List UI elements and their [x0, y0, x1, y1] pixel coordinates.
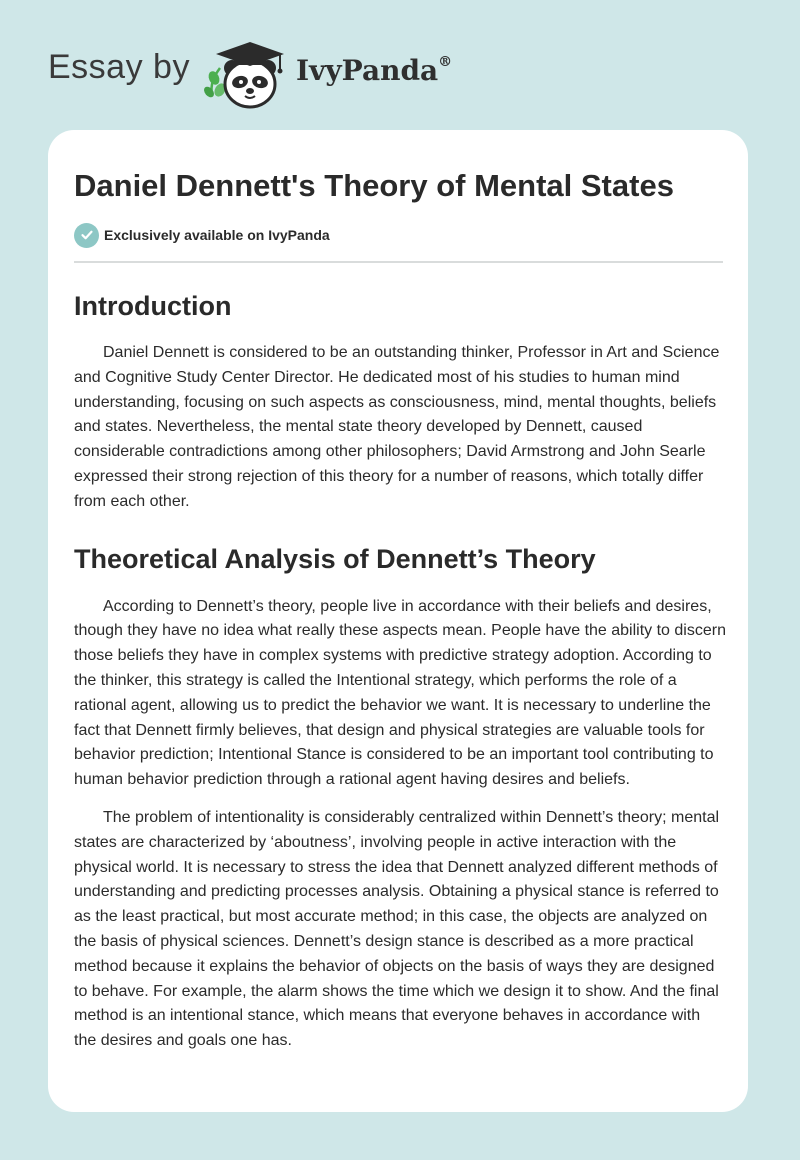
brand-name[interactable]: IvyPanda® — [296, 53, 453, 87]
paragraph: Daniel Dennett is considered to be an outstanding thinker, Professor in Art and Science and Cognitive Study Center Director. He dedicated most of his studies to human mind understanding, focusing on such aspects as consciousness, mind, mental thoughts, beliefs and states. Nevertheless, the mental state theory developed by Dennett, caused considerable contradictions among other philosophers; David Armstrong and John Searle expressed their strong rejection of this theory for a number of reasons, which totally differ from each other. — [74, 344, 720, 510]
essay-title: Daniel Dennett's Theory of Mental States — [74, 168, 674, 203]
site-header — [0, 0, 800, 130]
paragraph: The problem of intentionality is considerably centralized within Dennett’s theory; mental states are characterized by ‘aboutness’, involving people in active interaction with the physical world. It is necessary to stress the idea that Dennett analyzed different methods of understanding and predicting processes analysis. Obtaining a physical stance is referred to as the least practical, but most accurate method; in this case, the objects are analyzed on the basis of physical sciences. Dennett’s design stance is described as a more practical method because it explains the behavior of objects on the basis of ways they are designed to behave. For example, the alarm shows the time which we design it to show. And the final method is an intentional stance, which means that everyone behaves in accordance with the desires and goals one has. — [74, 808, 720, 1050]
section-heading-introduction: Introduction — [74, 291, 232, 321]
section-heading-theoretical-analysis: Theoretical Analysis of Dennett’s Theory — [74, 543, 596, 574]
registered-mark: ® — [438, 53, 453, 70]
exclusive-badge — [74, 222, 330, 248]
divider — [74, 261, 723, 263]
brand-prefix: Essay by — [48, 48, 190, 86]
essay-card — [48, 130, 748, 1112]
paragraph: According to Dennett’s theory, people live in accordance with their beliefs and desires, though they have no idea what really these aspects mean. People have the ability to discern those beliefs they have in complex systems with predictive strategy adoption. According to the thinker, this strategy is called the Intentional strategy, which performs the role of a rational agent, allowing us to predict the behavior we want. It is necessary to underline the fact that Dennett firmly believes, that design and physical strategies are valuable tools for behavior prediction; Intentional Stance is considered to be an important tool contributing to human behavior prediction through a rational agent having desires and beliefs. — [74, 597, 726, 789]
exclusive-label: Exclusively available on IvyPanda — [104, 227, 330, 243]
essay-body — [74, 280, 726, 1054]
panda-graduate-icon[interactable] — [200, 38, 292, 110]
check-icon — [74, 223, 99, 248]
